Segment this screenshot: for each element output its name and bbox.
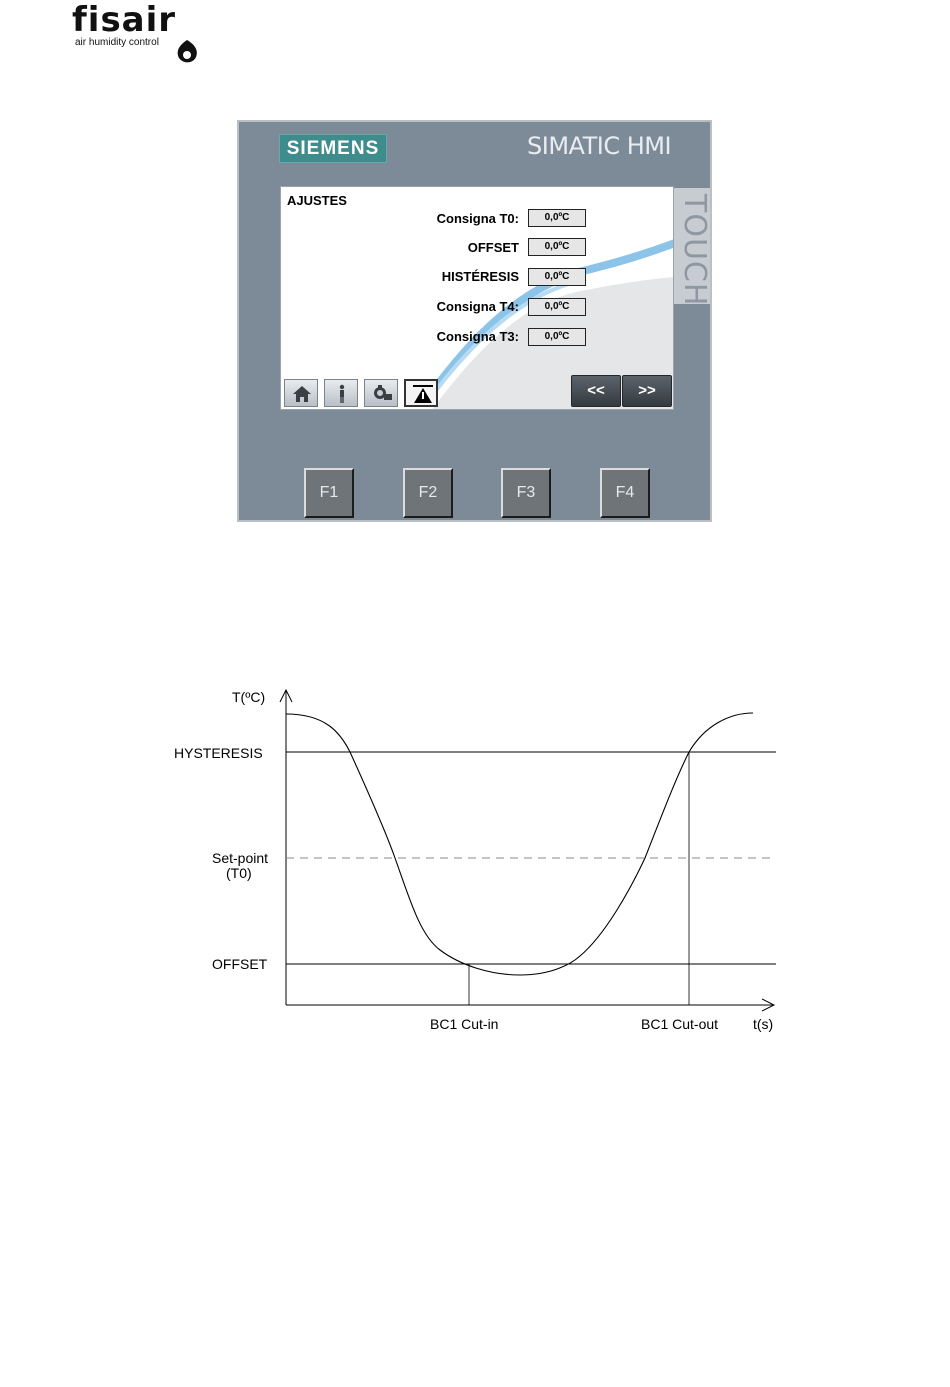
hmi-screen — [280, 186, 674, 410]
system-settings-button[interactable] — [364, 379, 398, 407]
y-axis-label: T(ºC) — [232, 689, 266, 705]
cut-in-label: BC1 Cut-in — [430, 1016, 499, 1032]
next-page-button[interactable]: >> — [622, 375, 672, 407]
alarms-button[interactable] — [404, 379, 438, 407]
touch-label: TOUCH — [677, 194, 712, 307]
offset-label: OFFSET — [467, 240, 519, 255]
water-drop-icon — [174, 22, 200, 64]
hmi-panel — [237, 120, 712, 522]
f4-key[interactable]: F4 — [600, 468, 650, 518]
histeresis-label: HISTÉRESIS — [441, 269, 519, 284]
consigna-t0-label: Consigna T0: — [436, 211, 519, 226]
setpoint-label: Set-point — [212, 850, 269, 866]
logo-wordmark: fisair — [72, 0, 177, 40]
f2-key[interactable]: F2 — [403, 468, 453, 518]
person-icon — [332, 384, 352, 404]
f1-key[interactable]: F1 — [304, 468, 354, 518]
histeresis-field[interactable]: 0,0ºC — [528, 268, 586, 286]
f3-key[interactable]: F3 — [501, 468, 551, 518]
hmi-title: SIMATIC HMI — [527, 132, 672, 160]
offset-label: OFFSET — [212, 956, 268, 972]
consigna-t4-label: Consigna T4: — [436, 299, 519, 314]
alarm-warning-icon — [413, 385, 433, 405]
home-button[interactable] — [284, 379, 318, 407]
temperature-hysteresis-diagram — [160, 680, 800, 1040]
home-icon — [292, 384, 312, 404]
consigna-t4-field[interactable]: 0,0ºC — [528, 298, 586, 316]
consigna-t3-field[interactable]: 0,0ºC — [528, 328, 586, 346]
x-axis-label: t(s) — [753, 1016, 774, 1032]
consigna-t3-label: Consigna T3: — [436, 329, 519, 344]
screen-title: AJUSTES — [287, 193, 347, 208]
cut-out-label: BC1 Cut-out — [641, 1016, 719, 1032]
previous-page-button[interactable]: << — [571, 375, 621, 407]
hysteresis-label: HYSTERESIS — [174, 745, 263, 761]
settings-globe-icon — [372, 384, 394, 404]
siemens-brand: SIEMENS — [279, 134, 387, 163]
fisair-logo — [70, 0, 210, 70]
consigna-t0-field[interactable]: 0,0ºC — [528, 209, 586, 227]
setpoint-sublabel: (T0) — [226, 865, 252, 881]
offset-field[interactable]: 0,0ºC — [528, 238, 586, 256]
logo-tagline: air humidity control — [75, 37, 159, 48]
user-button[interactable] — [324, 379, 358, 407]
